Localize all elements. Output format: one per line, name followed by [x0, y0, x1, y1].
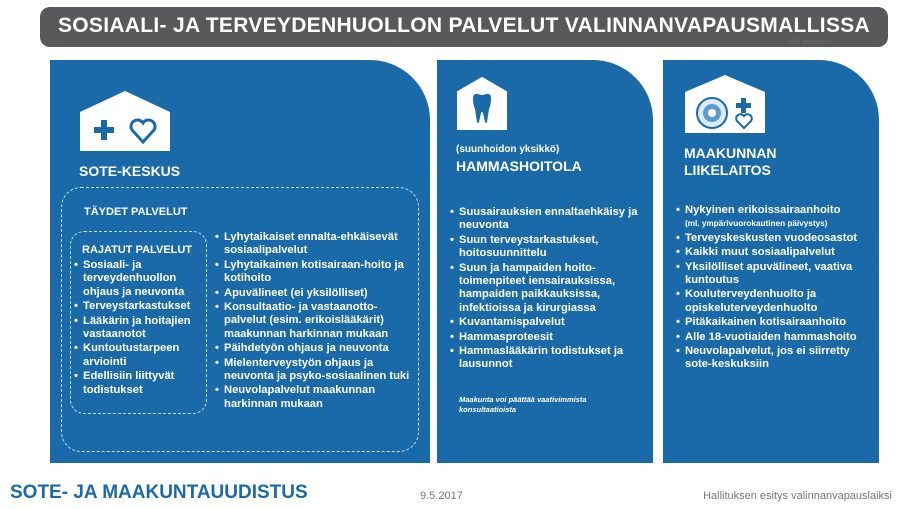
- list-item-text: Nykyinen erikoissairaanhoito: [685, 204, 841, 216]
- list-item: • Kuvantamispalvelut: [450, 316, 642, 329]
- list-item: • Lääkärin ja hoitajien vastaanotot: [74, 315, 202, 342]
- hammashoitola-panel: [437, 60, 653, 463]
- list-item: • Lyhytaikaiset ennalta-ehkäisevät sosiaalipalvelut: [215, 231, 413, 258]
- list-item: • Apuvälineet (ei yksilölliset): [215, 287, 413, 300]
- full-services-label: TÄYDET PALVELUT: [84, 206, 188, 218]
- hammas-list: [450, 206, 642, 373]
- title-bar: [40, 7, 888, 47]
- list-item: • Hammaslääkärin todistukset ja lausunnot: [450, 345, 642, 372]
- list-item: • Konsultaatio- ja vastaanotto-palvelut (esim. erikoislääkärit) maakunnan harkinnan mukaan: [215, 301, 413, 341]
- maakunta-heading-line2: LIIKELAITOS: [684, 162, 771, 178]
- limited-services-list: [74, 259, 202, 398]
- sote-keskus-panel: [50, 60, 430, 463]
- list-item: • Edellisiin liittyvät todistukset: [74, 370, 202, 397]
- list-item: [676, 204, 874, 231]
- list-item: • Suun ja hampaiden hoito-toimenpiteet iensairauksissa, hampaiden paikkauksissa, infektioissa ja kirurgiassa: [450, 262, 642, 316]
- list-item: • Alle 18-vuotiaiden hammashoito: [676, 331, 874, 344]
- house-cross-heart-icon: [79, 90, 171, 152]
- list-item-subtext: (ml. ympärivuorokautinen päivystys): [685, 219, 828, 229]
- hammas-note: Maakunta voi päättää vaativimmista konsultaatioista: [459, 395, 587, 414]
- footer-brand: SOTE- JA MAAKUNTAUUDISTUS: [10, 482, 308, 503]
- house-tooth-icon: [456, 76, 508, 131]
- list-item: • Mielenterveystyön ohjaus ja neuvonta ja psyko-sosiaalinen tuki: [215, 357, 413, 384]
- list-item: • Neuvolapalvelut maakunnan harkinnan mukaan: [215, 384, 413, 411]
- full-services-list: [215, 231, 413, 412]
- page-title: SOSIAALI- JA TERVEYDENHUOLLON PALVELUT VALINNANVAPAUSMALLISSA: [57, 14, 871, 37]
- list-item: • Kouluterveydenhuolto ja opiskeluterveydenhuolto: [676, 288, 874, 315]
- maakunta-list: [676, 204, 874, 373]
- list-item: • Terveyskeskusten vuodeosastot: [676, 232, 874, 245]
- footer-caption: Hallituksen esitys valinnanvapauslaiksi: [703, 490, 892, 502]
- list-item: • Sosiaali- ja terveydenhuollon ohjaus ja neuvonta: [74, 259, 202, 299]
- list-item: • Lyhytaikainen kotisairaan-hoito ja kotihoito: [215, 259, 413, 286]
- maakunta-heading-line1: MAAKUNNAN: [684, 145, 777, 161]
- hammas-subheading: (suunhoidon yksikkö): [456, 144, 560, 155]
- list-item: • Yksilölliset apuvälineet, vaativa kuntoutus: [676, 261, 874, 288]
- list-item: • Neuvolapalvelut, jos ei siirretty sote-keskuksiin: [676, 345, 874, 372]
- list-item: • Suusairauksien ennaltaehkäisy ja neuvonta: [450, 206, 642, 233]
- sote-keskus-heading: SOTE-KESKUS: [79, 163, 181, 179]
- list-item: • Pitäkaikainen kotisairaanhoito: [676, 316, 874, 329]
- list-item: • Kaikki muut sosiaalipalvelut: [676, 246, 874, 259]
- list-item: • Suun terveystarkastukset, hoitosuunnittelu: [450, 234, 642, 261]
- list-item: • Kuntoutustarpeen arviointi: [74, 342, 202, 369]
- stm-date-label: STM 05/05/2017: [787, 40, 832, 46]
- list-item: • Hammasproteesit: [450, 331, 642, 344]
- maakunnan-liikelaitos-panel: [663, 60, 879, 463]
- limited-services-label: RAJATUT PALVELUT: [82, 244, 192, 256]
- list-item: • Terveystarkastukset: [74, 300, 202, 313]
- list-item: • Päihdetyön ohjaus ja neuvonta: [215, 342, 413, 355]
- hammashoitola-heading: HAMMASHOITOLA: [456, 158, 582, 174]
- footer-date: 9.5.2017: [420, 490, 463, 502]
- house-hospital-icon: [684, 74, 766, 134]
